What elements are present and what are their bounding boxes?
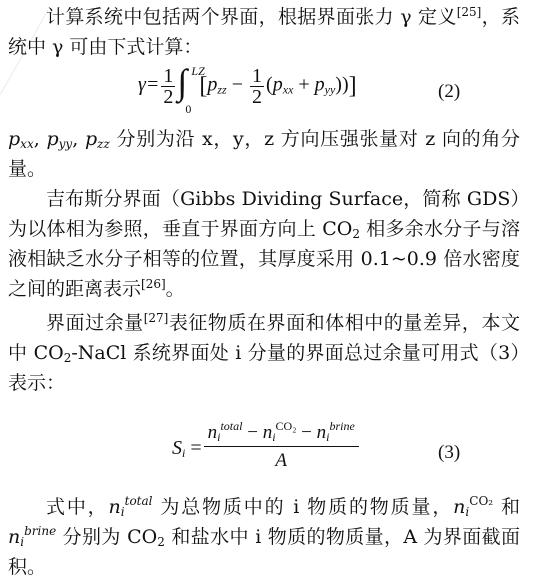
para2-text: 分别为沿 x，y，z 方向压强张量对 z 向的角分量。 bbox=[8, 128, 520, 180]
surface-excess-fraction: $\frac{n_i^{total} - n_i^{CO_2} - n_i^{brine}}{A}$ bbox=[204, 420, 359, 475]
equation-3 bbox=[0, 418, 535, 480]
citation-26: [26] bbox=[141, 277, 166, 291]
half-fraction-2: $\frac{1}{2}$ bbox=[252, 64, 263, 108]
citation-25: [25] bbox=[456, 5, 482, 19]
equation-number-3: (3) bbox=[438, 442, 461, 463]
paragraph-gibbs-dividing-surface: 吉布斯分界面（Gibbs Dividing Surface，简称 GDS）为以体相为参照，垂直于界面方向上 $CO_2$ 相多余水分子与溶液相缺乏水分子相等的位置，其厚度采用 0.1~0.9 倍水密度之间的距离表示[26]。 bbox=[8, 188, 520, 300]
paragraph-surface-excess: 界面过余量[27]表征物质在界面和体相中的量差异，本文中 $CO_2$-NaCl 系统界面处 i 分量的界面总过余量可用式（3）表示： bbox=[8, 311, 521, 394]
paragraph-pressure-components: $p_{xx}$, $p_{yy}$, $p_{zz}$ 分别为沿 x，y，z 方向压强张量对 z 向的角分量。 bbox=[8, 128, 520, 180]
equation-2-body: γ= $\frac{1}{2}$ ∫ LZ 0 [$p_{zz}$ − $\frac{1}{2}$ $(p_{xx} + p_{yy})$)] bbox=[138, 62, 357, 116]
paragraph-symbol-definitions: 式中，$n_i^{total}$ 为总物质中的 i 物质的物质量，$n_i^{CO_2}$ 和 $n_i^{brine}$ 分别为 $CO_2$ 和盐水中 i 物质的物质量，A 为界面截面积。 bbox=[8, 494, 520, 578]
para1-text-a: 计算系统中包括两个界面，根据界面张力 γ 定义 bbox=[46, 6, 457, 28]
citation-27: [27] bbox=[143, 311, 169, 325]
equation-2 bbox=[0, 62, 535, 118]
gamma-symbol: γ= bbox=[138, 73, 160, 96]
equation-number-2: (2) bbox=[438, 81, 461, 102]
half-fraction: $\frac{1}{2}$ bbox=[163, 64, 174, 108]
paragraph-surface-tension bbox=[8, 2, 520, 62]
integral-sign: ∫ LZ 0 bbox=[177, 62, 205, 116]
para1-text-b: ，系统中 γ 可由下式计算： bbox=[8, 6, 520, 58]
equation-3-body: $S_i$ = $\frac{n_i^{total} - n_i^{CO_2} - n_i^{brine}}{A}$ bbox=[172, 420, 361, 475]
